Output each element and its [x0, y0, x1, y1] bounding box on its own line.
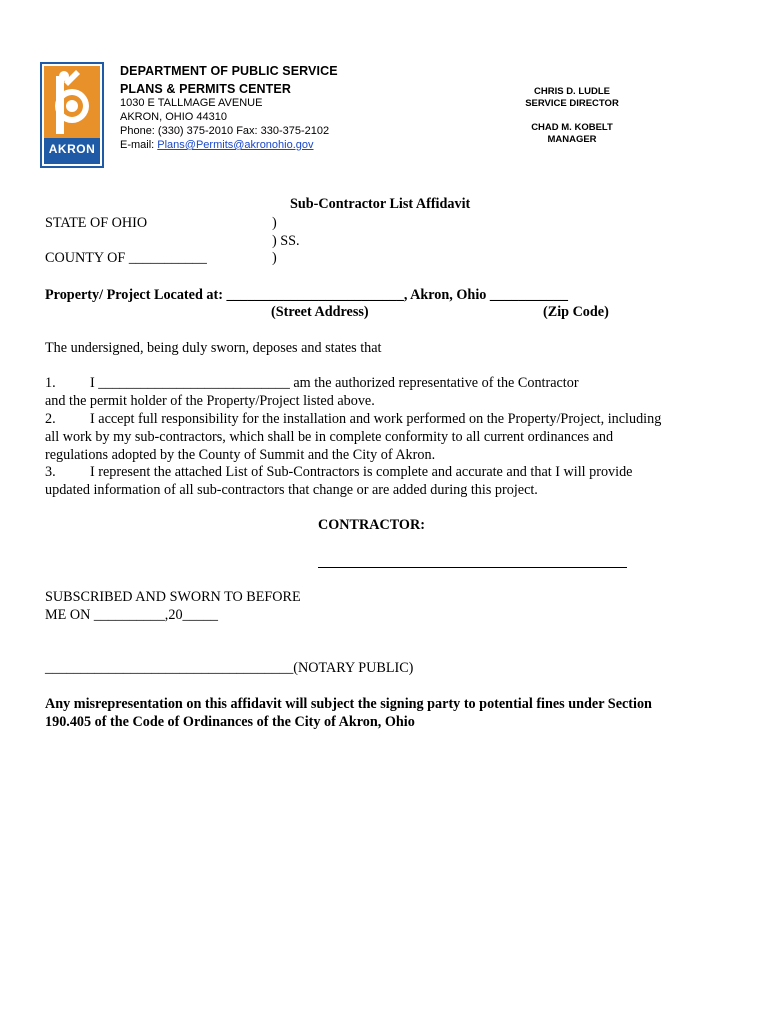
contractor-signature-line[interactable]: [318, 567, 627, 568]
street-address-caption: (Street Address): [271, 304, 369, 320]
item-3-line-2: updated information of all sub-contractors that change or are added during this project.: [45, 482, 538, 498]
item-1-number: 1.: [45, 375, 56, 391]
item-3-number: 3.: [45, 464, 56, 480]
department-title: DEPARTMENT OF PUBLIC SERVICE: [120, 64, 338, 78]
item-2-number: 2.: [45, 411, 56, 427]
director-title: SERVICE DIRECTOR: [525, 98, 619, 109]
email-link[interactable]: Plans@Permits@akronohio.gov: [157, 139, 314, 151]
property-location-line: Property/ Project Located at: _________________________, Akron, Ohio ___________: [45, 287, 568, 303]
warning-line-2: 190.405 of the Code of Ordinances of the City of Akron, Ohio: [45, 714, 415, 730]
address-line-2: AKRON, OHIO 44310: [120, 111, 227, 123]
email-line: [120, 139, 314, 151]
state-label: STATE OF OHIO: [45, 215, 148, 231]
contractor-label: CONTRACTOR:: [318, 517, 425, 533]
document-title: Sub-Contractor List Affidavit: [290, 196, 471, 212]
county-label: COUNTY OF ___________: [45, 250, 207, 266]
paren-1: ): [272, 215, 277, 231]
manager-name: CHAD M. KOBELT: [531, 122, 613, 133]
item-1-line-1: I ___________________________ am the authorized representative of the Contractor: [90, 375, 579, 391]
zip-code-caption: (Zip Code): [543, 304, 609, 320]
phone-fax-line: Phone: (330) 375-2010 Fax: 330-375-2102: [120, 125, 330, 137]
director-name: CHRIS D. LUDLE: [534, 86, 610, 97]
paren-ss: ) SS.: [272, 233, 300, 249]
logo-text: AKRON: [48, 142, 96, 156]
item-1-line-2: and the permit holder of the Property/Project listed above.: [45, 393, 375, 409]
warning-line-1: Any misrepresentation on this affidavit will subject the signing party to potential fines under Section: [45, 696, 652, 712]
address-line-1: 1030 E TALLMAGE AVENUE: [120, 97, 263, 109]
akron-logo: [40, 62, 104, 168]
sworn-line-1: SUBSCRIBED AND SWORN TO BEFORE: [45, 589, 301, 605]
manager-title: MANAGER: [547, 134, 597, 145]
intro-statement: The undersigned, being duly sworn, deposes and states that: [45, 340, 382, 356]
item-3-line-1: I represent the attached List of Sub-Contractors is complete and accurate and that I will provide: [90, 464, 633, 480]
notary-public-line: ___________________________________(NOTARY PUBLIC): [45, 660, 414, 676]
email-label: E-mail:: [120, 139, 158, 151]
item-2-line-3: regulations adopted by the County of Summit and the City of Akron.: [45, 447, 436, 463]
sworn-line-2: ME ON __________,20_____: [45, 607, 219, 623]
item-2-line-2: all work by my sub-contractors, which shall be in complete conformity to all current ordinances and: [45, 429, 614, 445]
item-2-line-1: I accept full responsibility for the installation and work performed on the Property/Project, including: [90, 411, 662, 427]
paren-3: ): [272, 250, 277, 266]
center-title: PLANS & PERMITS CENTER: [120, 82, 291, 96]
